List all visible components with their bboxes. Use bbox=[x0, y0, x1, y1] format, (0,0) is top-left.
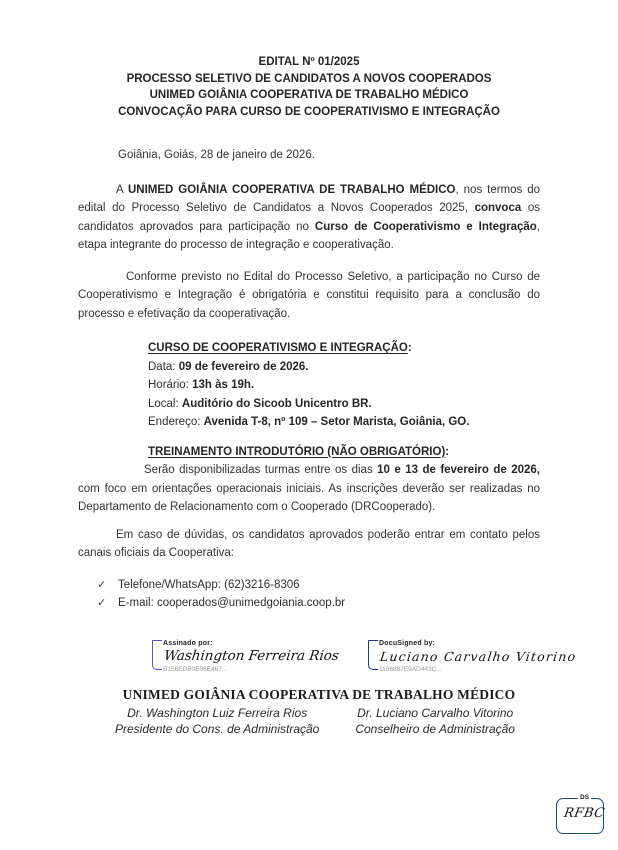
signer-right bbox=[355, 705, 515, 738]
signature-block-left bbox=[152, 637, 338, 674]
course-heading-text: CURSO DE COOPERATIVISMO E INTEGRAÇÃO bbox=[148, 342, 408, 354]
signature-handwriting: Luciano Carvalho Vitorino bbox=[379, 648, 578, 664]
course-detail-row-local bbox=[148, 395, 540, 414]
stamp-ds-label: DS bbox=[580, 794, 590, 801]
document-title-block bbox=[78, 54, 540, 120]
date-line: Goiânia, Goiás, 28 de janeiro de 2026. bbox=[118, 149, 315, 161]
paragraph-convocacao: A UNIMED GOIÂNIA COOPERATIVA DE TRABALHO MÉDICO, nos termos do edital do Processo Seletivo de Candidatos a Novos Cooperados 2025, convoca os candidatos aprovados para participação no Curso de Cooperativismo e Integração, etapa integrante do processo de integração e cooperativação. bbox=[78, 183, 541, 251]
course-detail-value: Avenida T-8, nº 109 – Setor Marista, Goiânia, GO. bbox=[203, 416, 470, 428]
signer-role: Conselheiro de Administração bbox=[355, 722, 515, 736]
docusign-initials-stamp bbox=[556, 794, 606, 834]
check-icon: ✓ bbox=[97, 597, 107, 609]
title-line-edital: EDITAL Nº 01/2025 bbox=[258, 56, 360, 68]
contact-checklist bbox=[97, 576, 540, 613]
course-detail-label: Local: bbox=[148, 397, 179, 410]
training-heading-colon: : bbox=[445, 445, 450, 458]
title-line-processo: PROCESSO SELETIVO DE CANDIDATOS A NOVOS COOPERADOS bbox=[126, 72, 492, 85]
course-heading-colon: : bbox=[407, 342, 412, 354]
signer-left bbox=[115, 705, 319, 738]
list-item-phone bbox=[97, 576, 540, 595]
docusign-bracket-icon bbox=[368, 640, 378, 670]
signature-area bbox=[78, 637, 578, 681]
signers-row bbox=[84, 705, 546, 738]
title-line-cooperativa: UNIMED GOIÂNIA COOPERATIVA DE TRABALHO MÉDICO bbox=[149, 89, 469, 101]
signer-name: Dr. Washington Luiz Ferreira Rios bbox=[127, 705, 308, 720]
paragraph-obrigatoriedade: Conforme previsto no Edital do Processo Seletivo, a participação no Curso de Cooperativismo e Integração é obrigatória e constitui requisito para a conclusão do processo e efetivação da cooperativação. bbox=[78, 270, 540, 320]
signature-label: DocuSigned by: bbox=[379, 639, 436, 647]
course-detail-value: Auditório do Sicoob Unicentro BR. bbox=[181, 397, 372, 410]
course-detail-value: 13h às 19h. bbox=[192, 379, 255, 391]
signature-block-right bbox=[368, 637, 578, 674]
course-detail-row-horario bbox=[148, 376, 540, 395]
course-detail-label: Horário: bbox=[148, 379, 189, 391]
signature-label: Assinado por: bbox=[163, 639, 213, 647]
course-detail-label: Endereço: bbox=[148, 416, 201, 428]
training-section-heading bbox=[148, 443, 540, 462]
check-icon: ✓ bbox=[97, 578, 107, 591]
course-detail-label: Data: bbox=[148, 360, 176, 373]
stamp-initials-handwriting: RFBC bbox=[562, 806, 606, 821]
contact-email-text: E-mail: cooperados@unimedgoiania.coop.br bbox=[118, 597, 346, 609]
training-heading-text: TREINAMENTO INTRODUTÓRIO (NÃO OBRIGATÓRIO) bbox=[148, 445, 446, 458]
signature-handwriting: Washington Ferreira Rios bbox=[163, 647, 340, 664]
company-name-line: UNIMED GOIÂNIA COOPERATIVA DE TRABALHO MÉDICO bbox=[122, 686, 516, 702]
course-section-heading bbox=[148, 339, 540, 358]
paragraph-training: Serão disponibilizadas turmas entre os dias 10 e 13 de fevereiro de 2026, com foco em orientações operacionais iniciais. As inscrições deverão ser realizadas no Departamento de Relacionamento com o Cooperado (DRCooperado). bbox=[78, 464, 540, 513]
course-detail-value: 09 de fevereiro de 2026. bbox=[178, 360, 309, 373]
course-detail-row-endereco bbox=[148, 413, 540, 432]
docusign-bracket-icon bbox=[152, 640, 162, 670]
signer-name: Dr. Luciano Carvalho Vitorino bbox=[357, 705, 514, 720]
signature-envelope-id: B156EDB0E06E467... bbox=[163, 665, 228, 673]
signer-role: Presidente do Cons. de Administração bbox=[115, 722, 320, 736]
course-detail-row-data bbox=[148, 358, 540, 377]
paragraph-contact-intro: Em caso de dúvidas, os candidatos aprovados poderão entrar em contato pelos canais oficiais da Cooperativa: bbox=[78, 528, 540, 559]
contact-phone-text: Telefone/WhatsApp: (62)3216-8306 bbox=[118, 578, 300, 591]
signature-envelope-id: 1106887E9AD443C... bbox=[379, 665, 442, 673]
list-item-email bbox=[97, 594, 540, 613]
title-line-convocacao: CONVOCAÇÃO PARA CURSO DE COOPERATIVISMO E INTEGRAÇÃO bbox=[118, 105, 500, 118]
